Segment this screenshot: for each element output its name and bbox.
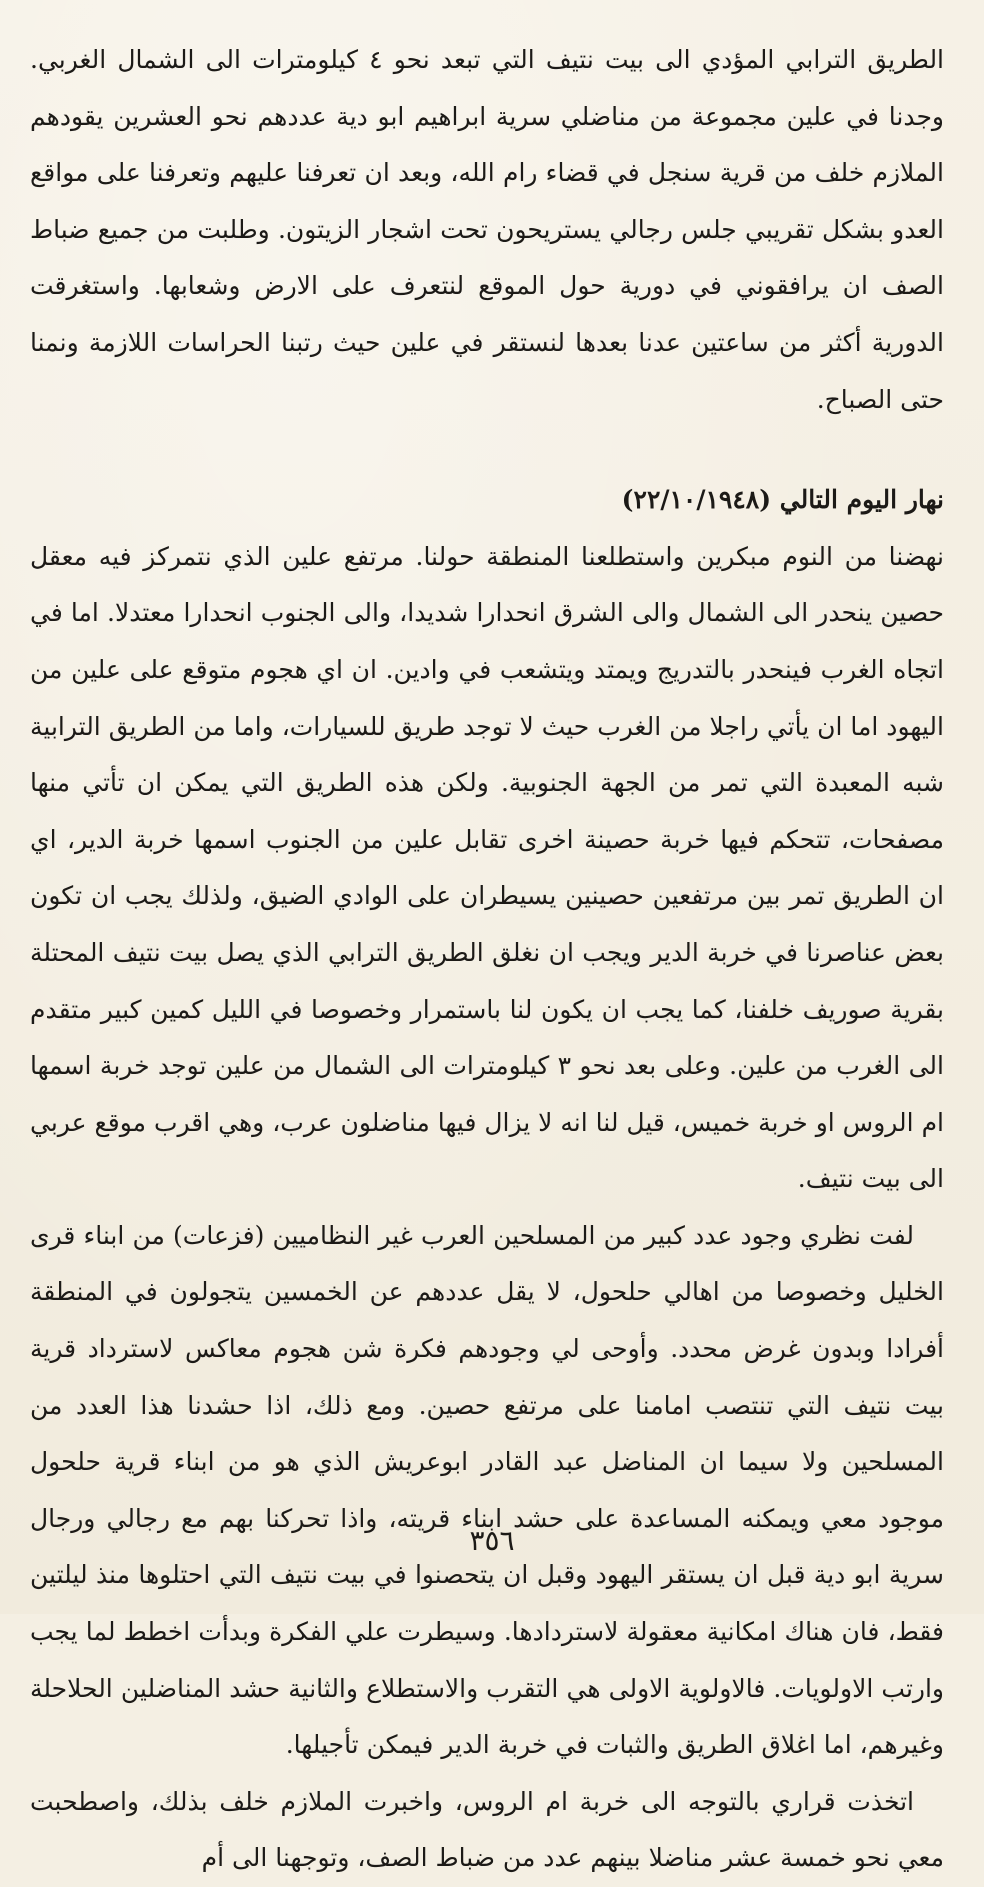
page-body xyxy=(30,32,944,1887)
paragraph-opening: الطريق الترابي المؤدي الى بيت نتيف التي تبعد نحو ٤ كيلومترات الى الشمال الغربي. وجدنا في علين مجموعة من مناضلي سرية ابراهيم ابو دية عددهم نحو العشرين يقودهم الملازم خلف من قرية سنجل في قضاء رام الله، وبعد ان تعرفنا عليهم وتعرفنا على مواقع العدو بشكل تقريبي جلس رجالي يستريحون تحت اشجار الزيتون. وطلبت من جميع ضباط الصف ان يرافقوني في دورية حول الموقع لنتعرف على الارض وشعابها. واستغرقت الدورية أكثر من ساعتين عدنا بعدها لنستقر في علين حيث رتبنا الحراسات اللازمة ونمنا حتى الصباح. xyxy=(30,45,945,414)
paragraph-decision: اتخذت قراري بالتوجه الى خربة ام الروس، واخبرت الملازم خلف بذلك، واصطحبت معي نحو خمسة عشر مناضلا بينهم عدد من ضباط الصف، وتوجهنا الى أم xyxy=(30,1786,944,1873)
section-heading: نهار اليوم التالي (٢٢/١٠/١٩٤٨) xyxy=(621,485,944,515)
page-number: ٣٥٦ xyxy=(469,1524,515,1557)
paragraph-counterattack: لفت نظري وجود عدد كبير من المسلحين العرب غير النظاميين (فزعات) من ابناء قرى الخليل وخصوصا من اهالي حلحول، لا يقل عددهم عن الخمسين يتجولون في المنطقة أفرادا وبدون غرض محدد. وأوحى لي وجودهم فكرة شن هجوم معاكس لاسترداد قرية بيت نتيف التي تنتصب امامنا على مرتفع حصين. ومع ذلك، اذا حشدنا هذا العدد من المسلحين ولا سيما ان المناضل عبد القادر ابوعريش الذي هو من ابناء قرية حلحول موجود معي ويمكنه المساعدة على حشد ابناء قريته، واذا تحركنا بهم مع رجالي ورجال سرية ابو دية قبل ان يستقر اليهود وقبل ان يتحصنوا في بيت نتيف التي احتلوها منذ ليلتين فقط، فان هناك امكانية معقولة لاستردادها. وسيطرت علي الفكرة وبدأت اخطط لما يجب وارتب الاولويات. فالاولوية الاولى هي التقرب والاستطلاع والثانية حشد المناضلين الحلاحلة وغيرهم، اما اغلاق الطريق والثبات في خربة الدير فيمكن تأجيلها. xyxy=(30,1220,944,1760)
paragraph-terrain: نهضنا من النوم مبكرين واستطلعنا المنطقة حولنا. مرتفع علين الذي نتمركز فيه معقل حصين ينحدر الى الشمال والى الشرق انحدارا شديدا، والى الجنوب انحدارا معتدلا. اما في اتجاه الغرب فينحدر بالتدريج ويمتد ويتشعب في وادين. ان اي هجوم متوقع على علين من اليهود اما ان يأتي راجلا من الغرب حيث لا توجد طريق للسيارات، واما من الطريق الترابية شبه المعبدة التي تمر من الجهة الجنوبية. ولكن هذه الطريق التي يمكن ان تأتي منها مصفحات، تتحكم فيها خربة حصينة اخرى تقابل علين من الجنوب اسمها خربة الدير، اي ان الطريق تمر بين مرتفعين حصينين يسيطران على الوادي الضيق، ولذلك يجب ان تكون بعض عناصرنا في خربة الدير ويجب ان نغلق الطريق الترابي الذي يصل بيت نتيف المحتلة بقرية صوريف خلفنا، كما يجب ان يكون لنا باستمرار وخصوصا في الليل كمين كبير متقدم الى الغرب من علين. وعلى بعد نحو ٣ كيلومترات الى الشمال من علين توجد خربة اسمها ام الروس او خربة خميس، قيل لنا انه لا يزال فيها مناضلون عرب، وهي اقرب موقع عربي الى بيت نتيف. xyxy=(30,541,944,1194)
